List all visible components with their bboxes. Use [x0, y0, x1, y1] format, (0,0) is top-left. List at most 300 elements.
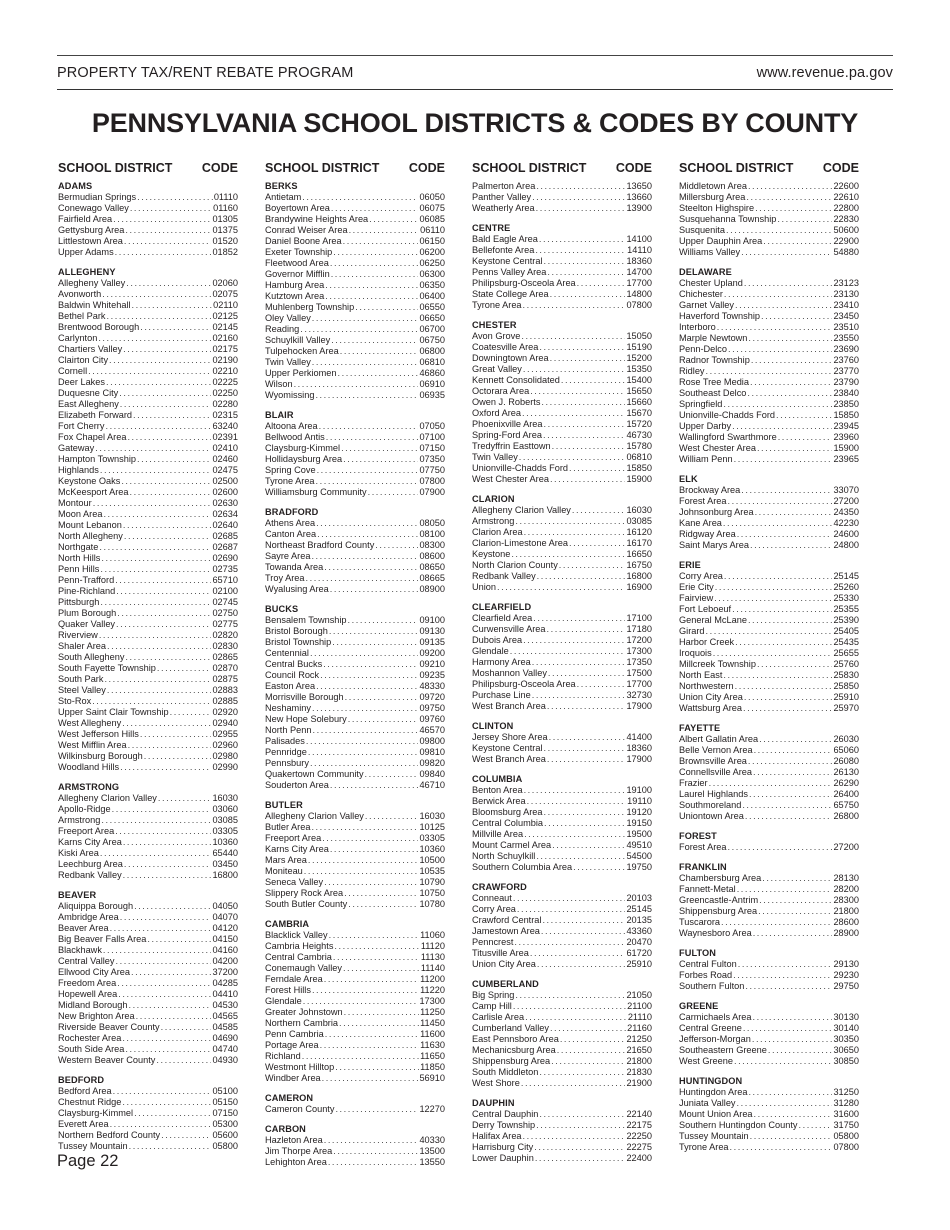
district-code: 02745: [212, 597, 238, 607]
dot-leader: [343, 963, 420, 974]
district-row: [58, 476, 238, 487]
district-code: 15850: [626, 463, 652, 473]
district-code: 25850: [833, 681, 859, 691]
dot-leader: [100, 597, 211, 608]
district-code: 04740: [212, 1044, 238, 1054]
dot-leader: [158, 793, 212, 804]
district-name: Towanda Area: [265, 562, 324, 572]
district-row: [679, 399, 859, 410]
dot-leader: [723, 670, 832, 681]
district-name: Conemaugh Valley: [265, 963, 342, 973]
dot-leader: [157, 663, 212, 674]
district-name: Blackhawk: [58, 945, 102, 955]
dot-leader: [355, 302, 418, 313]
district-code: 24800: [833, 540, 859, 550]
district-name: South Butler County: [265, 899, 348, 909]
district-name: Interboro: [679, 322, 716, 332]
district-name: Steelton Highspire: [679, 203, 755, 213]
district-row: [58, 225, 238, 236]
district-name: New Brighton Area: [58, 1011, 135, 1021]
district-row: [265, 941, 445, 952]
dot-leader: [723, 399, 832, 410]
county-name: ADAMS: [58, 181, 93, 191]
district-name: Marple Newtown: [679, 333, 748, 343]
dot-leader: [536, 203, 626, 214]
district-row: [58, 366, 238, 377]
district-name: Connellsville Area: [679, 767, 753, 777]
district-code: 16800: [212, 870, 238, 880]
dot-leader: [101, 553, 211, 564]
district-name: Conrad Weiser Area: [265, 225, 348, 235]
dot-leader: [569, 538, 625, 549]
district-code: 02735: [212, 564, 238, 574]
district-row: [58, 1119, 238, 1130]
district-code: 08050: [419, 518, 445, 528]
dot-leader: [763, 236, 832, 247]
district-name: Keystone Oaks: [58, 476, 121, 486]
dot-leader: [721, 917, 832, 928]
district-code: 07350: [419, 454, 445, 464]
district-name: Moon Area: [58, 509, 103, 519]
district-row: [265, 736, 445, 747]
dot-leader: [726, 225, 832, 236]
district-row: [472, 527, 652, 538]
county-section: [265, 1093, 445, 1115]
district-name: North East: [679, 670, 723, 680]
column-header-district: SCHOOL DISTRICT: [472, 161, 587, 175]
district-code: 02160: [212, 333, 238, 343]
district-name: State College Area: [472, 289, 549, 299]
district-row: [58, 333, 238, 344]
district-code: 11200: [420, 974, 445, 984]
dot-leader: [93, 498, 212, 509]
dot-leader: [120, 399, 212, 410]
district-code: 02125: [212, 311, 238, 321]
county-section: [58, 890, 238, 1066]
district-code: 25910: [833, 692, 859, 702]
district-code: 09135: [419, 637, 445, 647]
column-header-code: CODE: [408, 161, 445, 175]
dot-leader: [737, 1098, 833, 1109]
district-code: 22610: [833, 192, 859, 202]
dot-leader: [365, 811, 419, 822]
district-row: [472, 679, 652, 690]
district-name: Upper Adams: [58, 247, 114, 257]
district-code: 03060: [212, 804, 238, 814]
dot-leader: [119, 388, 211, 399]
dot-leader: [322, 833, 418, 844]
district-row: [679, 454, 859, 465]
district-code: 02750: [212, 608, 238, 618]
district-name: Jamestown Area: [472, 926, 540, 936]
district-name: Armstrong: [472, 516, 515, 526]
district-name: Claysburg-Kimmel: [265, 443, 341, 453]
district-code: 02690: [212, 553, 238, 563]
dot-leader: [535, 245, 626, 256]
district-name: Berwick Area: [472, 796, 526, 806]
county-section: [679, 948, 859, 992]
district-name: Pine-Richland: [58, 586, 116, 596]
district-row: [265, 236, 445, 247]
district-name: Ambridge Area: [58, 912, 119, 922]
district-row: [679, 734, 859, 745]
district-row: [58, 762, 238, 773]
dot-leader: [747, 388, 832, 399]
dot-leader: [745, 981, 832, 992]
district-name: Freeport Area: [58, 826, 115, 836]
district-row: [472, 516, 652, 527]
district-code: 07800: [419, 476, 445, 486]
dot-leader: [523, 364, 626, 375]
dot-leader: [348, 899, 418, 910]
district-code: 06910: [419, 379, 445, 389]
district-row: [472, 743, 652, 754]
district-code: 49510: [626, 840, 652, 850]
dot-leader: [88, 366, 211, 377]
district-name: Plum Borough: [58, 608, 117, 618]
district-name: Fairview: [679, 593, 714, 603]
district-name: Fox Chapel Area: [58, 432, 127, 442]
district-row: [679, 659, 859, 670]
dot-leader: [123, 837, 212, 848]
dot-leader: [115, 247, 212, 258]
district-name: Fort Cherry: [58, 421, 105, 431]
dot-leader: [524, 785, 626, 796]
dot-leader: [115, 575, 211, 586]
district-row: [58, 487, 238, 498]
district-code: 23410: [833, 300, 859, 310]
district-name: Fannett-Metal: [679, 884, 736, 894]
district-code: 15900: [833, 443, 859, 453]
district-name: West Chester Area: [679, 443, 756, 453]
district-name: Downingtown Area: [472, 353, 549, 363]
district-row: [679, 778, 859, 789]
dot-leader: [322, 1073, 419, 1084]
dot-leader: [125, 652, 211, 663]
county-name: BUTLER: [265, 800, 303, 810]
district-row: [679, 507, 859, 518]
district-name: Lower Dauphin: [472, 1153, 534, 1163]
district-name: Johnsonburg Area: [679, 507, 754, 517]
dot-leader: [130, 203, 212, 214]
district-code: 16030: [626, 505, 652, 515]
dot-leader: [544, 818, 625, 829]
dot-leader: [762, 873, 832, 884]
dot-leader: [741, 485, 832, 496]
district-name: Northern Cambria: [265, 1018, 339, 1028]
district-name: Cumberland Valley: [472, 1023, 549, 1033]
district-code: 13500: [419, 1146, 445, 1156]
district-name: Southern Fulton: [679, 981, 745, 991]
district-name: Bellefonte Area: [472, 245, 535, 255]
district-code: 23550: [833, 333, 859, 343]
dot-leader: [572, 505, 626, 516]
county-name: CLINTON: [472, 721, 514, 731]
county-section: [472, 181, 652, 214]
district-name: Frazier: [679, 778, 708, 788]
dot-leader: [738, 959, 833, 970]
district-code: 06300: [419, 269, 445, 279]
district-row: [472, 1078, 652, 1089]
district-row: [58, 793, 238, 804]
district-code: 22250: [626, 1131, 652, 1141]
dot-leader: [330, 584, 419, 595]
district-name: Riverview: [58, 630, 98, 640]
dot-leader: [748, 756, 833, 767]
dot-leader: [123, 870, 212, 881]
district-row: [58, 289, 238, 300]
district-code: 07900: [419, 487, 445, 497]
dot-leader: [325, 291, 418, 302]
dot-leader: [324, 877, 418, 888]
district-code: 16800: [626, 571, 652, 581]
district-name: South Side Area: [58, 1044, 125, 1054]
district-row: [472, 505, 652, 516]
district-row: [472, 818, 652, 829]
district-row: [265, 1029, 445, 1040]
district-row: [265, 1007, 445, 1018]
district-name: Neshaminy: [265, 703, 311, 713]
dot-leader: [140, 729, 212, 740]
district-code: 50600: [833, 225, 859, 235]
district-code: 28300: [833, 895, 859, 905]
dot-leader: [741, 247, 832, 258]
district-name: Upper Perkiomen: [265, 368, 337, 378]
dot-leader: [515, 990, 625, 1001]
district-code: 05600: [212, 1130, 238, 1140]
district-code: 10125: [419, 822, 445, 832]
district-name: Athens Area: [265, 518, 316, 528]
dot-leader: [109, 355, 211, 366]
district-code: 30850: [833, 1056, 859, 1066]
dot-leader: [133, 410, 211, 421]
district-name: Northeast Bradford County: [265, 540, 375, 550]
dot-leader: [121, 476, 211, 487]
district-row: [679, 181, 859, 192]
district-code: 15720: [626, 419, 652, 429]
district-code: 06200: [419, 247, 445, 257]
district-name: Pennsbury: [265, 758, 309, 768]
county-name: FOREST: [679, 831, 717, 841]
district-row: [265, 302, 445, 313]
district-row: [472, 840, 652, 851]
district-name: Quakertown Community: [265, 769, 364, 779]
district-name: Crawford Central: [472, 915, 542, 925]
district-code: 65060: [833, 745, 859, 755]
district-code: 25830: [833, 670, 859, 680]
district-row: [472, 192, 652, 203]
district-name: Williams Valley: [679, 247, 741, 257]
district-row: [58, 652, 238, 663]
dot-leader: [330, 780, 419, 791]
district-code: 02960: [212, 740, 238, 750]
district-name: Pennridge: [265, 747, 307, 757]
dot-leader: [549, 732, 626, 743]
district-row: [265, 225, 445, 236]
district-code: 17900: [626, 754, 652, 764]
district-row: [58, 377, 238, 388]
district-code: 14100: [626, 234, 652, 244]
county-section: [472, 1098, 652, 1164]
district-code: 65710: [212, 575, 238, 585]
district-row: [58, 564, 238, 575]
district-code: 09210: [419, 659, 445, 669]
dot-leader: [134, 901, 211, 912]
dot-leader: [335, 1062, 419, 1073]
district-code: 30140: [833, 1023, 859, 1033]
district-code: 23130: [833, 289, 859, 299]
dot-leader: [116, 586, 211, 597]
district-code: 02920: [212, 707, 238, 717]
district-code: 21250: [626, 1034, 652, 1044]
district-name: Erie City: [679, 582, 714, 592]
district-row: [265, 562, 445, 573]
district-name: Upper Saint Clair Township: [58, 707, 169, 717]
district-row: [265, 811, 445, 822]
district-name: Belle Vernon Area: [679, 745, 753, 755]
dot-leader: [308, 855, 419, 866]
dot-leader: [537, 571, 626, 582]
district-name: Unionville-Chadds Ford: [472, 463, 569, 473]
district-name: Forest Area: [679, 496, 727, 506]
district-code: 21650: [626, 1045, 652, 1055]
district-code: 15780: [626, 441, 652, 451]
district-name: Mount Lebanon: [58, 520, 122, 530]
district-code: 14110: [627, 245, 652, 255]
district-row: [58, 630, 238, 641]
district-name: Moshannon Valley: [472, 668, 547, 678]
district-name: Cambria Heights: [265, 941, 334, 951]
district-row: [679, 970, 859, 981]
district-row: [679, 410, 859, 421]
district-code: 23850: [833, 399, 859, 409]
district-name: Tussey Mountain: [679, 1131, 749, 1141]
district-row: [265, 443, 445, 454]
district-name: Central Dauphin: [472, 1109, 539, 1119]
district-code: 02315: [212, 410, 238, 420]
district-code: 19150: [626, 818, 652, 828]
district-code: 07750: [419, 465, 445, 475]
dot-leader: [312, 985, 419, 996]
district-name: Butler Area: [265, 822, 311, 832]
county-name: HUNTINGDON: [679, 1076, 743, 1086]
dot-leader: [369, 214, 418, 225]
dot-leader: [103, 945, 212, 956]
dot-leader: [519, 452, 626, 463]
district-code: 06110: [420, 225, 445, 235]
district-name: Boyertown Area: [265, 203, 330, 213]
district-code: 09820: [419, 758, 445, 768]
page-title: PENNSYLVANIA SCHOOL DISTRICTS & CODES BY COUNTY: [91, 108, 859, 138]
district-name: Conewago Valley: [58, 203, 129, 213]
district-code: 25355: [833, 604, 859, 614]
district-row: [58, 421, 238, 432]
district-name: Albert Gallatin Area: [679, 734, 759, 744]
district-row: [472, 701, 652, 712]
district-code: 17300: [419, 996, 445, 1006]
dot-leader: [539, 1067, 625, 1078]
district-code: 23770: [833, 366, 859, 376]
county-name: ELK: [679, 474, 698, 484]
district-row: [265, 1051, 445, 1062]
district-code: 01852: [212, 247, 238, 257]
district-row: [58, 956, 238, 967]
district-name: Richland: [265, 1051, 301, 1061]
dot-leader: [743, 1023, 833, 1034]
district-row: [679, 928, 859, 939]
district-name: Armstrong: [58, 815, 101, 825]
district-code: 16170: [626, 538, 652, 548]
district-name: Hazleton Area: [265, 1135, 323, 1145]
dot-leader: [551, 1056, 625, 1067]
district-code: 23960: [833, 432, 859, 442]
dot-leader: [107, 685, 212, 696]
district-code: 02175: [212, 344, 238, 354]
district-code: 09800: [419, 736, 445, 746]
dot-leader: [112, 804, 212, 815]
district-row: [679, 529, 859, 540]
district-code: 19750: [626, 862, 652, 872]
dot-leader: [759, 734, 832, 745]
district-row: [472, 948, 652, 959]
district-name: Riverside Beaver County: [58, 1022, 160, 1032]
district-name: Twin Valley: [472, 452, 518, 462]
district-code: 09720: [419, 692, 445, 702]
county-name: ARMSTRONG: [58, 782, 120, 792]
district-row: [472, 463, 652, 474]
district-name: Owen J. Roberts: [472, 397, 541, 407]
district-name: Derry Township: [472, 1120, 536, 1130]
dot-leader: [737, 529, 833, 540]
district-row: [265, 465, 445, 476]
district-row: [58, 355, 238, 366]
district-name: Bristol Borough: [265, 626, 328, 636]
district-code: 31750: [833, 1120, 859, 1130]
district-code: 05150: [212, 1097, 238, 1107]
district-name: Union City Area: [679, 692, 743, 702]
district-code: 02075: [212, 289, 238, 299]
district-row: [265, 454, 445, 465]
district-row: [472, 278, 652, 289]
district-name: Susquenita: [679, 225, 725, 235]
dot-leader: [550, 353, 626, 364]
district-name: Central Greene: [679, 1023, 742, 1033]
district-code: 02875: [212, 674, 238, 684]
district-row: [265, 379, 445, 390]
dot-leader: [748, 1087, 832, 1098]
district-row: [265, 648, 445, 659]
dot-leader: [776, 410, 832, 421]
dot-leader: [753, 1012, 833, 1023]
district-name: Chichester: [679, 289, 723, 299]
district-code: 04530: [212, 1000, 238, 1010]
district-name: Millcreek Township: [679, 659, 756, 669]
district-row: [472, 430, 652, 441]
district-name: North Allegheny: [58, 531, 123, 541]
district-code: 02830: [212, 641, 238, 651]
district-row: [58, 236, 238, 247]
county-section: [58, 181, 238, 258]
dot-leader: [750, 540, 832, 551]
district-row: [679, 344, 859, 355]
district-code: 46860: [419, 368, 445, 378]
dot-leader: [543, 430, 625, 441]
district-row: [472, 959, 652, 970]
district-row: [58, 674, 238, 685]
district-code: 46730: [626, 430, 652, 440]
district-code: 19110: [627, 796, 652, 806]
district-code: 02775: [212, 619, 238, 629]
